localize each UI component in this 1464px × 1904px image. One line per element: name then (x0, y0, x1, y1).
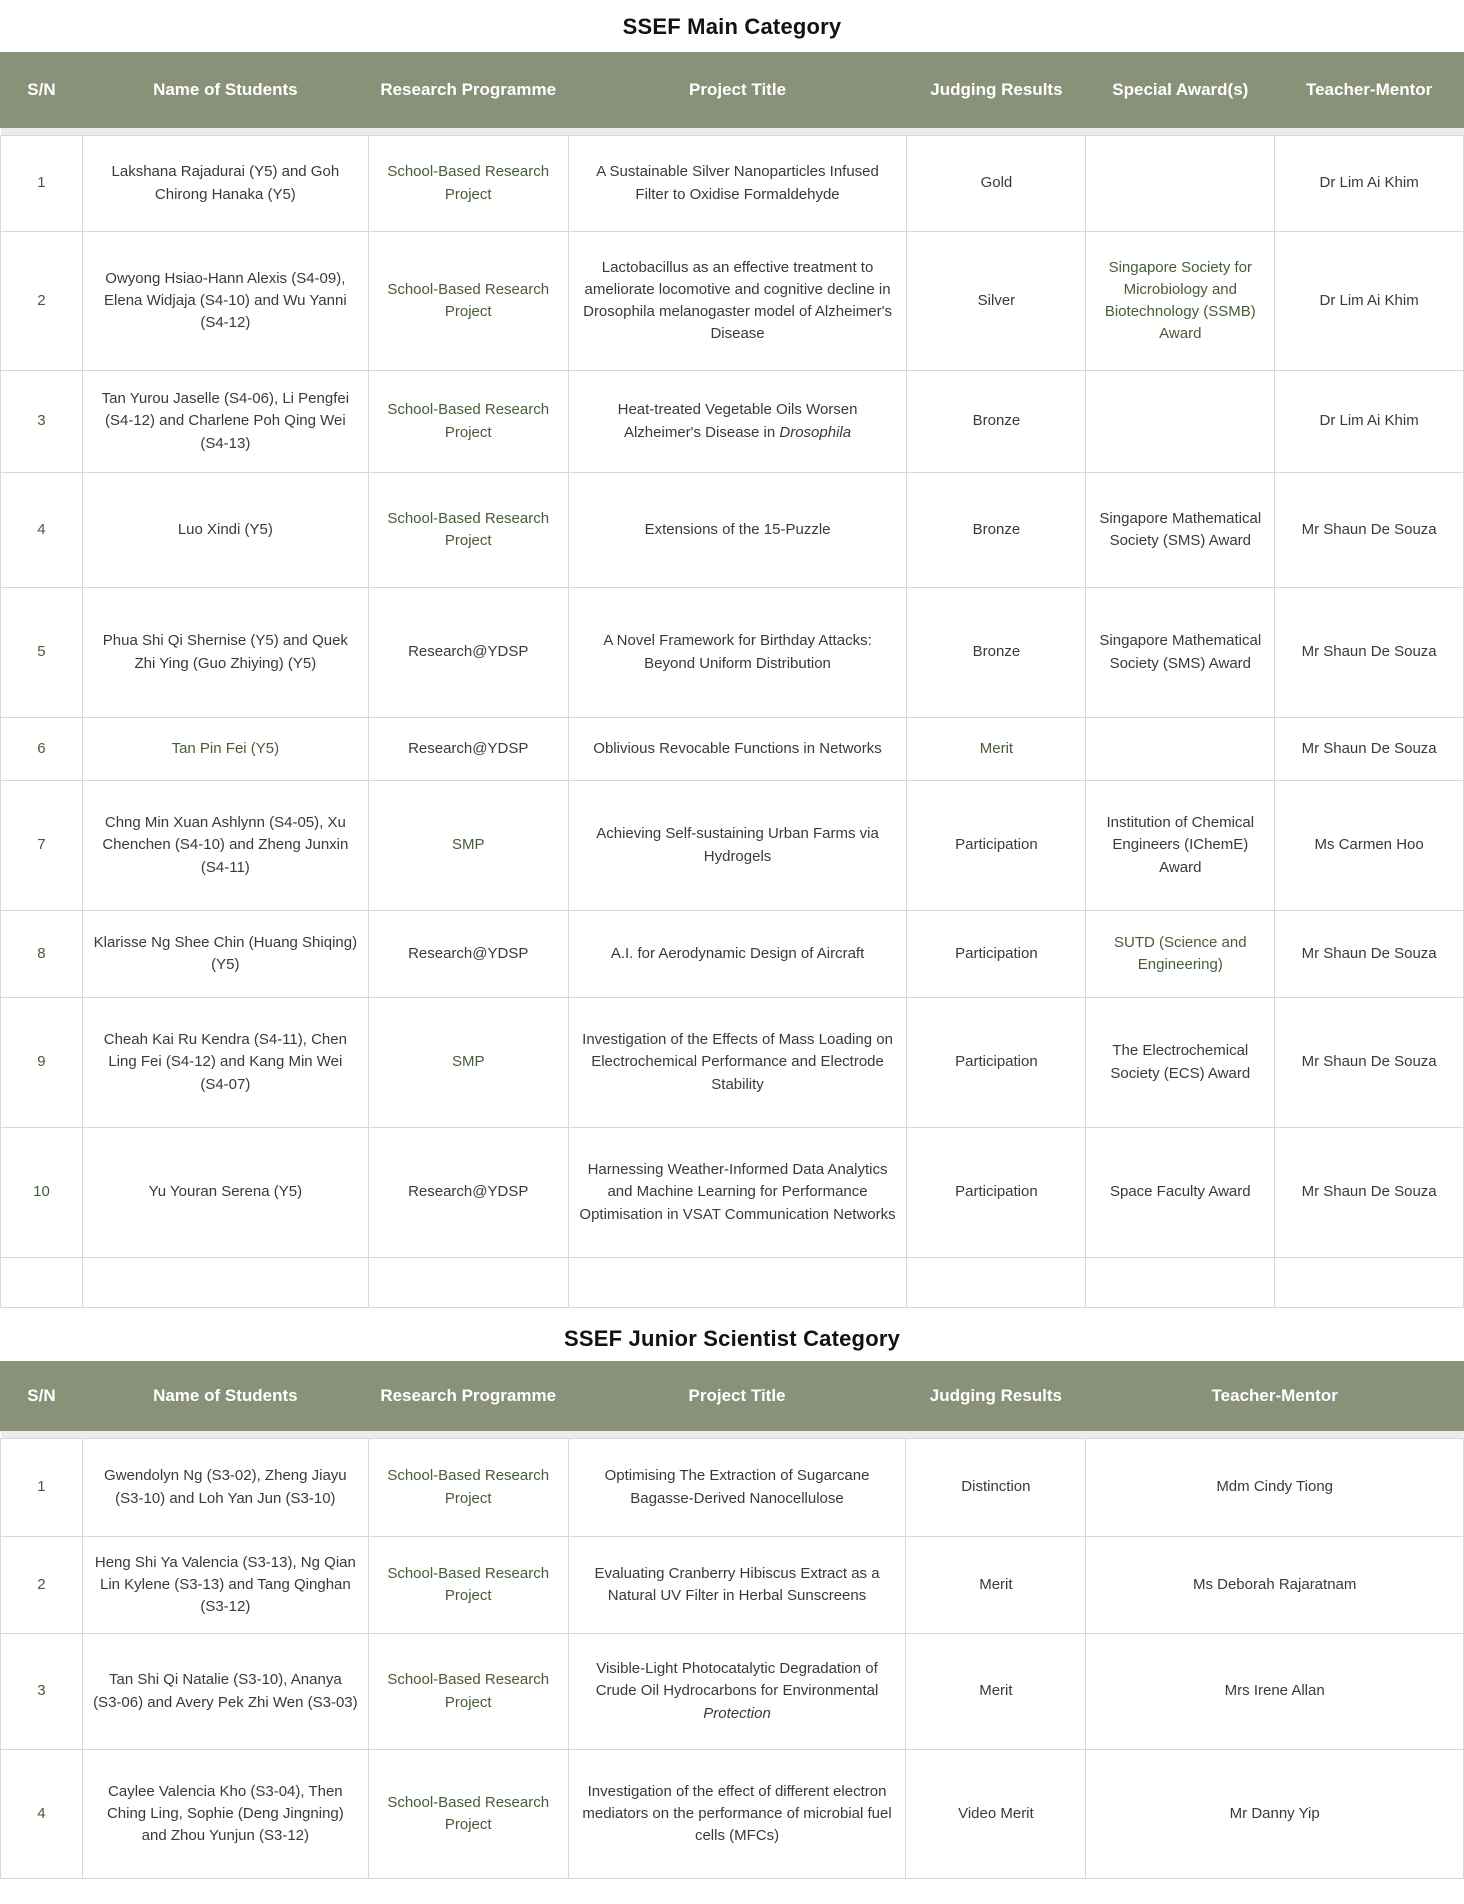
table-row (1, 588, 1464, 718)
cell-programme: School-Based Research Project (368, 1439, 568, 1537)
table-row (1, 136, 1464, 232)
header-gap-row (1, 128, 1464, 136)
cell-programme: School-Based Research Project (368, 1537, 568, 1634)
cell-project-title: Extensions of the 15-Puzzle (568, 473, 907, 588)
table-row (1, 371, 1464, 473)
table-row (1, 1128, 1464, 1258)
table-row (1, 911, 1464, 998)
table-header-row (1, 53, 1464, 128)
cell-programme: School-Based Research Project (368, 136, 568, 232)
cell-teacher-mentor: Dr Lim Ai Khim (1275, 136, 1464, 232)
cell-programme: School-Based Research Project (368, 473, 568, 588)
cell-programme: Research@YDSP (368, 588, 568, 718)
empty-row (1, 1258, 1464, 1308)
table-row (1, 718, 1464, 781)
cell-programme: SMP (368, 998, 568, 1128)
empty-cell (368, 1258, 568, 1308)
cell-sn: 8 (1, 911, 83, 998)
header-gap (1, 128, 1464, 136)
cell-teacher-mentor: Mr Shaun De Souza (1275, 588, 1464, 718)
cell-special-award: Singapore Mathematical Society (SMS) Award (1086, 473, 1275, 588)
header-gap-row (1, 1431, 1464, 1439)
cell-students: Lakshana Rajadurai (Y5) and Goh Chirong Hanaka (Y5) (82, 136, 368, 232)
table-row (1, 781, 1464, 911)
cell-programme: School-Based Research Project (368, 1750, 568, 1879)
cell-project-title: Visible-Light Photocatalytic Degradation of Crude Oil Hydrocarbons for Environmental Protection (568, 1634, 906, 1750)
cell-sn: 7 (1, 781, 83, 911)
cell-students: Yu Youran Serena (Y5) (82, 1128, 368, 1258)
cell-programme: Research@YDSP (368, 1128, 568, 1258)
cell-judging-result: Merit (906, 1537, 1086, 1634)
cell-programme: School-Based Research Project (368, 232, 568, 371)
cell-teacher-mentor: Ms Deborah Rajaratnam (1086, 1537, 1464, 1634)
column-header-judging-results: Judging Results (906, 1362, 1086, 1431)
cell-students: Chng Min Xuan Ashlynn (S4-05), Xu Chenchen (S4-10) and Zheng Junxin (S4-11) (82, 781, 368, 911)
cell-sn: 9 (1, 998, 83, 1128)
cell-sn: 3 (1, 371, 83, 473)
table-header-row (1, 1362, 1464, 1431)
cell-students: Klarisse Ng Shee Chin (Huang Shiqing) (Y5) (82, 911, 368, 998)
cell-sn: 10 (1, 1128, 83, 1258)
table-row (1, 1439, 1464, 1537)
cell-special-award (1086, 136, 1275, 232)
cell-sn: 2 (1, 1537, 83, 1634)
column-header-teacher-mentor: Teacher-Mentor (1086, 1362, 1464, 1431)
cell-students: Cheah Kai Ru Kendra (S4-11), Chen Ling Fei (S4-12) and Kang Min Wei (S4-07) (82, 998, 368, 1128)
column-header-programme: Research Programme (368, 53, 568, 128)
cell-teacher-mentor: Dr Lim Ai Khim (1275, 232, 1464, 371)
cell-teacher-mentor: Mr Shaun De Souza (1275, 911, 1464, 998)
cell-programme: Research@YDSP (368, 718, 568, 781)
cell-programme: School-Based Research Project (368, 371, 568, 473)
cell-sn: 4 (1, 473, 83, 588)
cell-teacher-mentor: Dr Lim Ai Khim (1275, 371, 1464, 473)
table-row (1, 1634, 1464, 1750)
cell-project-title: Lactobacillus as an effective treatment to ameliorate locomotive and cognitive decline in Drosophila melanogaster model of Alzheimer's Disease (568, 232, 907, 371)
cell-teacher-mentor: Mdm Cindy Tiong (1086, 1439, 1464, 1537)
ssef-junior-scientist-table (0, 1361, 1464, 1879)
cell-judging-result: Participation (907, 781, 1086, 911)
cell-sn: 1 (1, 136, 83, 232)
cell-judging-result: Merit (907, 718, 1086, 781)
cell-project-title: A Sustainable Silver Nanoparticles Infused Filter to Oxidise Formaldehyde (568, 136, 907, 232)
cell-programme: Research@YDSP (368, 911, 568, 998)
column-header-project-title: Project Title (568, 53, 907, 128)
cell-teacher-mentor: Ms Carmen Hoo (1275, 781, 1464, 911)
cell-sn: 3 (1, 1634, 83, 1750)
cell-teacher-mentor: Mr Danny Yip (1086, 1750, 1464, 1879)
cell-students: Caylee Valencia Kho (S3-04), Then Ching Ling, Sophie (Deng Jingning) and Zhou Yunjun (S3-12) (82, 1750, 368, 1879)
cell-students: Tan Pin Fei (Y5) (82, 718, 368, 781)
cell-students: Tan Shi Qi Natalie (S3-10), Ananya (S3-06) and Avery Pek Zhi Wen (S3-03) (82, 1634, 368, 1750)
table-row (1, 1750, 1464, 1879)
cell-special-award (1086, 371, 1275, 473)
header-gap (1, 1431, 1464, 1439)
cell-special-award: Institution of Chemical Engineers (IChemE) Award (1086, 781, 1275, 911)
cell-judging-result: Participation (907, 911, 1086, 998)
cell-judging-result: Bronze (907, 473, 1086, 588)
cell-special-award: Singapore Mathematical Society (SMS) Award (1086, 588, 1275, 718)
column-header-special-awards: Special Award(s) (1086, 53, 1275, 128)
cell-teacher-mentor: Mrs Irene Allan (1086, 1634, 1464, 1750)
cell-judging-result: Gold (907, 136, 1086, 232)
cell-project-title: Evaluating Cranberry Hibiscus Extract as a Natural UV Filter in Herbal Sunscreens (568, 1537, 906, 1634)
cell-students: Gwendolyn Ng (S3-02), Zheng Jiayu (S3-10) and Loh Yan Jun (S3-10) (82, 1439, 368, 1537)
cell-special-award: SUTD (Science and Engineering) (1086, 911, 1275, 998)
column-header-teacher-mentor: Teacher-Mentor (1275, 53, 1464, 128)
cell-project-title: Achieving Self-sustaining Urban Farms via Hydrogels (568, 781, 907, 911)
column-header-students: Name of Students (82, 53, 368, 128)
cell-project-title: Oblivious Revocable Functions in Networks (568, 718, 907, 781)
cell-judging-result: Video Merit (906, 1750, 1086, 1879)
cell-judging-result: Bronze (907, 371, 1086, 473)
cell-sn: 1 (1, 1439, 83, 1537)
cell-project-title: Heat-treated Vegetable Oils Worsen Alzheimer's Disease in Drosophila (568, 371, 907, 473)
empty-cell (82, 1258, 368, 1308)
column-header-sn: S/N (1, 53, 83, 128)
cell-sn: 6 (1, 718, 83, 781)
table-row (1, 473, 1464, 588)
cell-special-award: Singapore Society for Microbiology and Biotechnology (SSMB) Award (1086, 232, 1275, 371)
section-title-main-category: SSEF Main Category (622, 14, 842, 39)
cell-judging-result: Silver (907, 232, 1086, 371)
cell-sn: 2 (1, 232, 83, 371)
column-header-sn: S/N (1, 1362, 83, 1431)
cell-project-title: Investigation of the Effects of Mass Loading on Electrochemical Performance and Electrode Stability (568, 998, 907, 1128)
table-row (1, 232, 1464, 371)
cell-students: Luo Xindi (Y5) (82, 473, 368, 588)
cell-special-award: Space Faculty Award (1086, 1128, 1275, 1258)
cell-judging-result: Participation (907, 998, 1086, 1128)
cell-students: Heng Shi Ya Valencia (S3-13), Ng Qian Lin Kylene (S3-13) and Tang Qinghan (S3-12) (82, 1537, 368, 1634)
cell-special-award: The Electrochemical Society (ECS) Award (1086, 998, 1275, 1128)
cell-students: Owyong Hsiao-Hann Alexis (S4-09), Elena Widjaja (S4-10) and Wu Yanni (S4-12) (82, 232, 368, 371)
column-header-programme: Research Programme (368, 1362, 568, 1431)
cell-project-title: A Novel Framework for Birthday Attacks: Beyond Uniform Distribution (568, 588, 907, 718)
column-header-students: Name of Students (82, 1362, 368, 1431)
section-title-junior-scientist-category: SSEF Junior Scientist Category (563, 1326, 901, 1351)
table-row (1, 1537, 1464, 1634)
cell-teacher-mentor: Mr Shaun De Souza (1275, 718, 1464, 781)
empty-cell (1086, 1258, 1275, 1308)
cell-teacher-mentor: Mr Shaun De Souza (1275, 473, 1464, 588)
cell-project-title: Investigation of the effect of different electron mediators on the performance of microbial fuel cells (MFCs) (568, 1750, 906, 1879)
cell-project-title: A.I. for Aerodynamic Design of Aircraft (568, 911, 907, 998)
cell-judging-result: Distinction (906, 1439, 1086, 1537)
cell-students: Tan Yurou Jaselle (S4-06), Li Pengfei (S4-12) and Charlene Poh Qing Wei (S4-13) (82, 371, 368, 473)
cell-programme: School-Based Research Project (368, 1634, 568, 1750)
cell-project-title: Harnessing Weather-Informed Data Analytics and Machine Learning for Performance Optimisation in VSAT Communication Networks (568, 1128, 907, 1258)
cell-students: Phua Shi Qi Shernise (Y5) and Quek Zhi Ying (Guo Zhiying) (Y5) (82, 588, 368, 718)
cell-judging-result: Merit (906, 1634, 1086, 1750)
ssef-main-category-table (0, 52, 1464, 1308)
cell-teacher-mentor: Mr Shaun De Souza (1275, 1128, 1464, 1258)
cell-teacher-mentor: Mr Shaun De Souza (1275, 998, 1464, 1128)
cell-special-award (1086, 718, 1275, 781)
empty-cell (1, 1258, 83, 1308)
empty-cell (907, 1258, 1086, 1308)
column-header-project-title: Project Title (568, 1362, 906, 1431)
column-header-judging-results: Judging Results (907, 53, 1086, 128)
cell-programme: SMP (368, 781, 568, 911)
cell-judging-result: Participation (907, 1128, 1086, 1258)
cell-sn: 5 (1, 588, 83, 718)
cell-project-title: Optimising The Extraction of Sugarcane Bagasse-Derived Nanocellulose (568, 1439, 906, 1537)
empty-cell (1275, 1258, 1464, 1308)
empty-cell (568, 1258, 907, 1308)
cell-judging-result: Bronze (907, 588, 1086, 718)
cell-sn: 4 (1, 1750, 83, 1879)
table-row (1, 998, 1464, 1128)
